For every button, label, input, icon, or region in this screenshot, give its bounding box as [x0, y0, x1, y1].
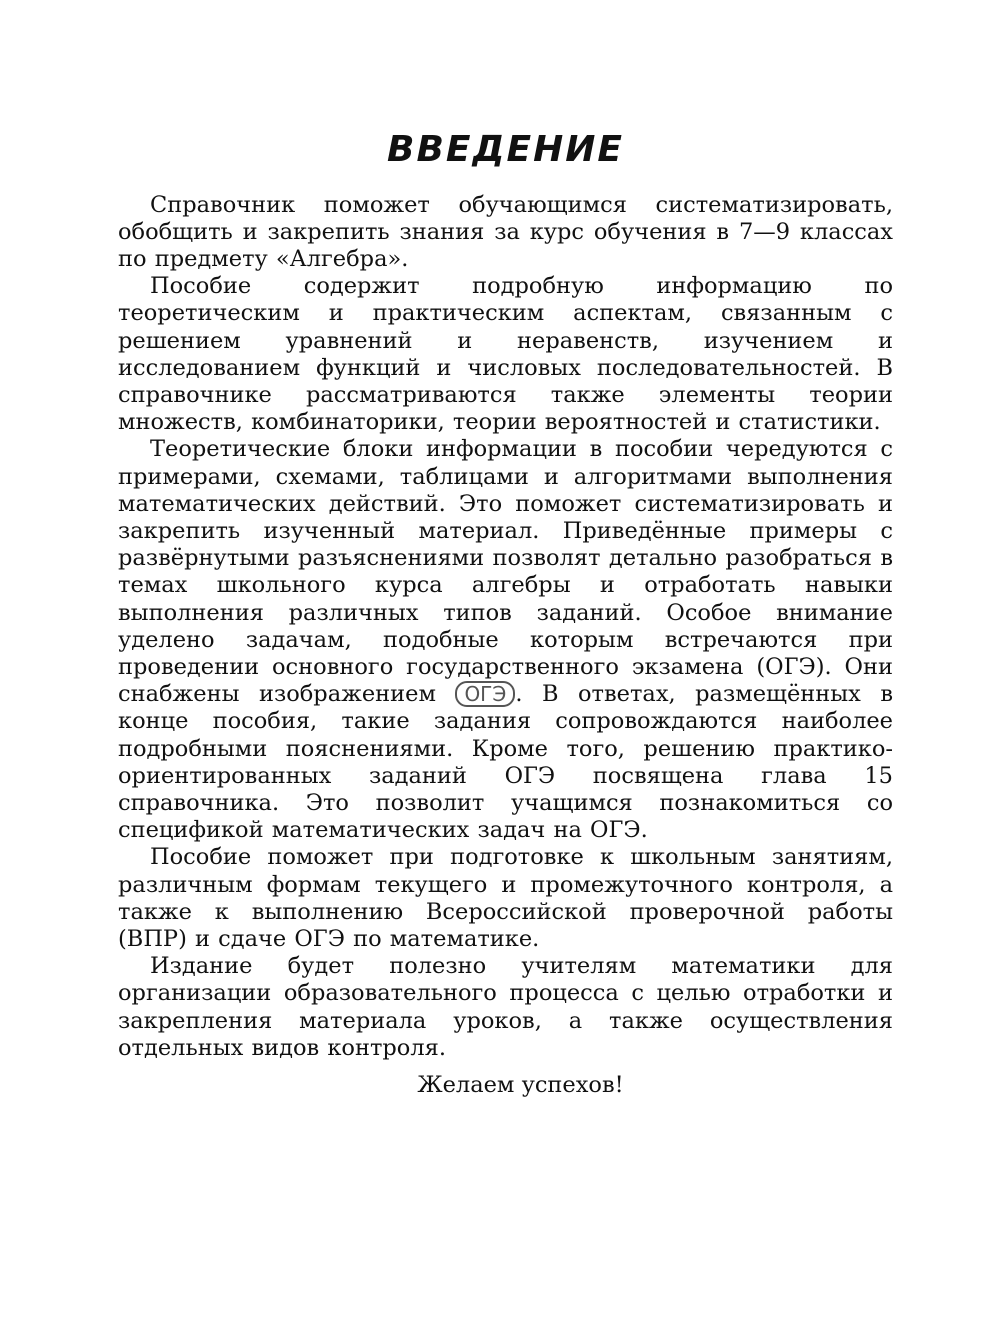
paragraph-2: Пособие содержит подробную информацию по теоретическим и практическим аспектам, связанным с решением уравнений и неравенств, изучением и исследованием функций и числовых последовательностей. В справочнике рассматриваются также элементы теории множеств, комбинаторики, теории вероятностей и статистики. — [118, 273, 893, 436]
paragraph-5: Издание будет полезно учителям математики для организации образовательного процесса с целью отработки и закрепления материала уроков, а также осуществления отдельных видов контроля. — [118, 953, 893, 1061]
page — [118, 130, 893, 1099]
closing-wish: Желаем успехов! — [417, 1072, 624, 1099]
paragraph-4: Пособие поможет при подготовке к школьным занятиям, различным формам текущего и промежуточного контроля, а также к выполнению Всероссийской проверочной работы (ВПР) и сдаче ОГЭ по математике. — [118, 844, 893, 953]
paragraph-3 — [118, 436, 893, 844]
paragraph-3-text-before: Теоретические блоки информации в пособии чередуются с примерами, схемами, таблицами и алгоритмами выполнения математических действий. Это поможет систематизировать и закрепить изученный материал. Приведённые примеры с развёрнутыми разъяснениями позволят детально разобраться в темах школьного курса алгебры и отработать навыки выполнения различных типов заданий. Особое внимание уделено задачам, подобные которым встречаются при проведении основного государственного экзамена (ОГЭ). Они снабжены изображением — [118, 436, 893, 708]
paragraph-3-text-after: . В ответах, размещённых в конце пособия, такие задания сопровождаются наиболее подробными пояснениями. Кроме того, решению практико-ориентированных заданий ОГЭ посвящена глава 15 справочника. Это позволит учащимся познакомиться со спецификой математических задач на ОГЭ. — [118, 681, 894, 844]
paragraph-1: Справочник поможет обучающимся систематизировать, обобщить и закрепить знания за курс обучения в 7—9 классах по предмету «Алгебра». — [118, 191, 893, 272]
page-title: ВВЕДЕНИЕ — [387, 129, 624, 170]
oge-badge-icon: ОГЭ — [455, 681, 515, 707]
